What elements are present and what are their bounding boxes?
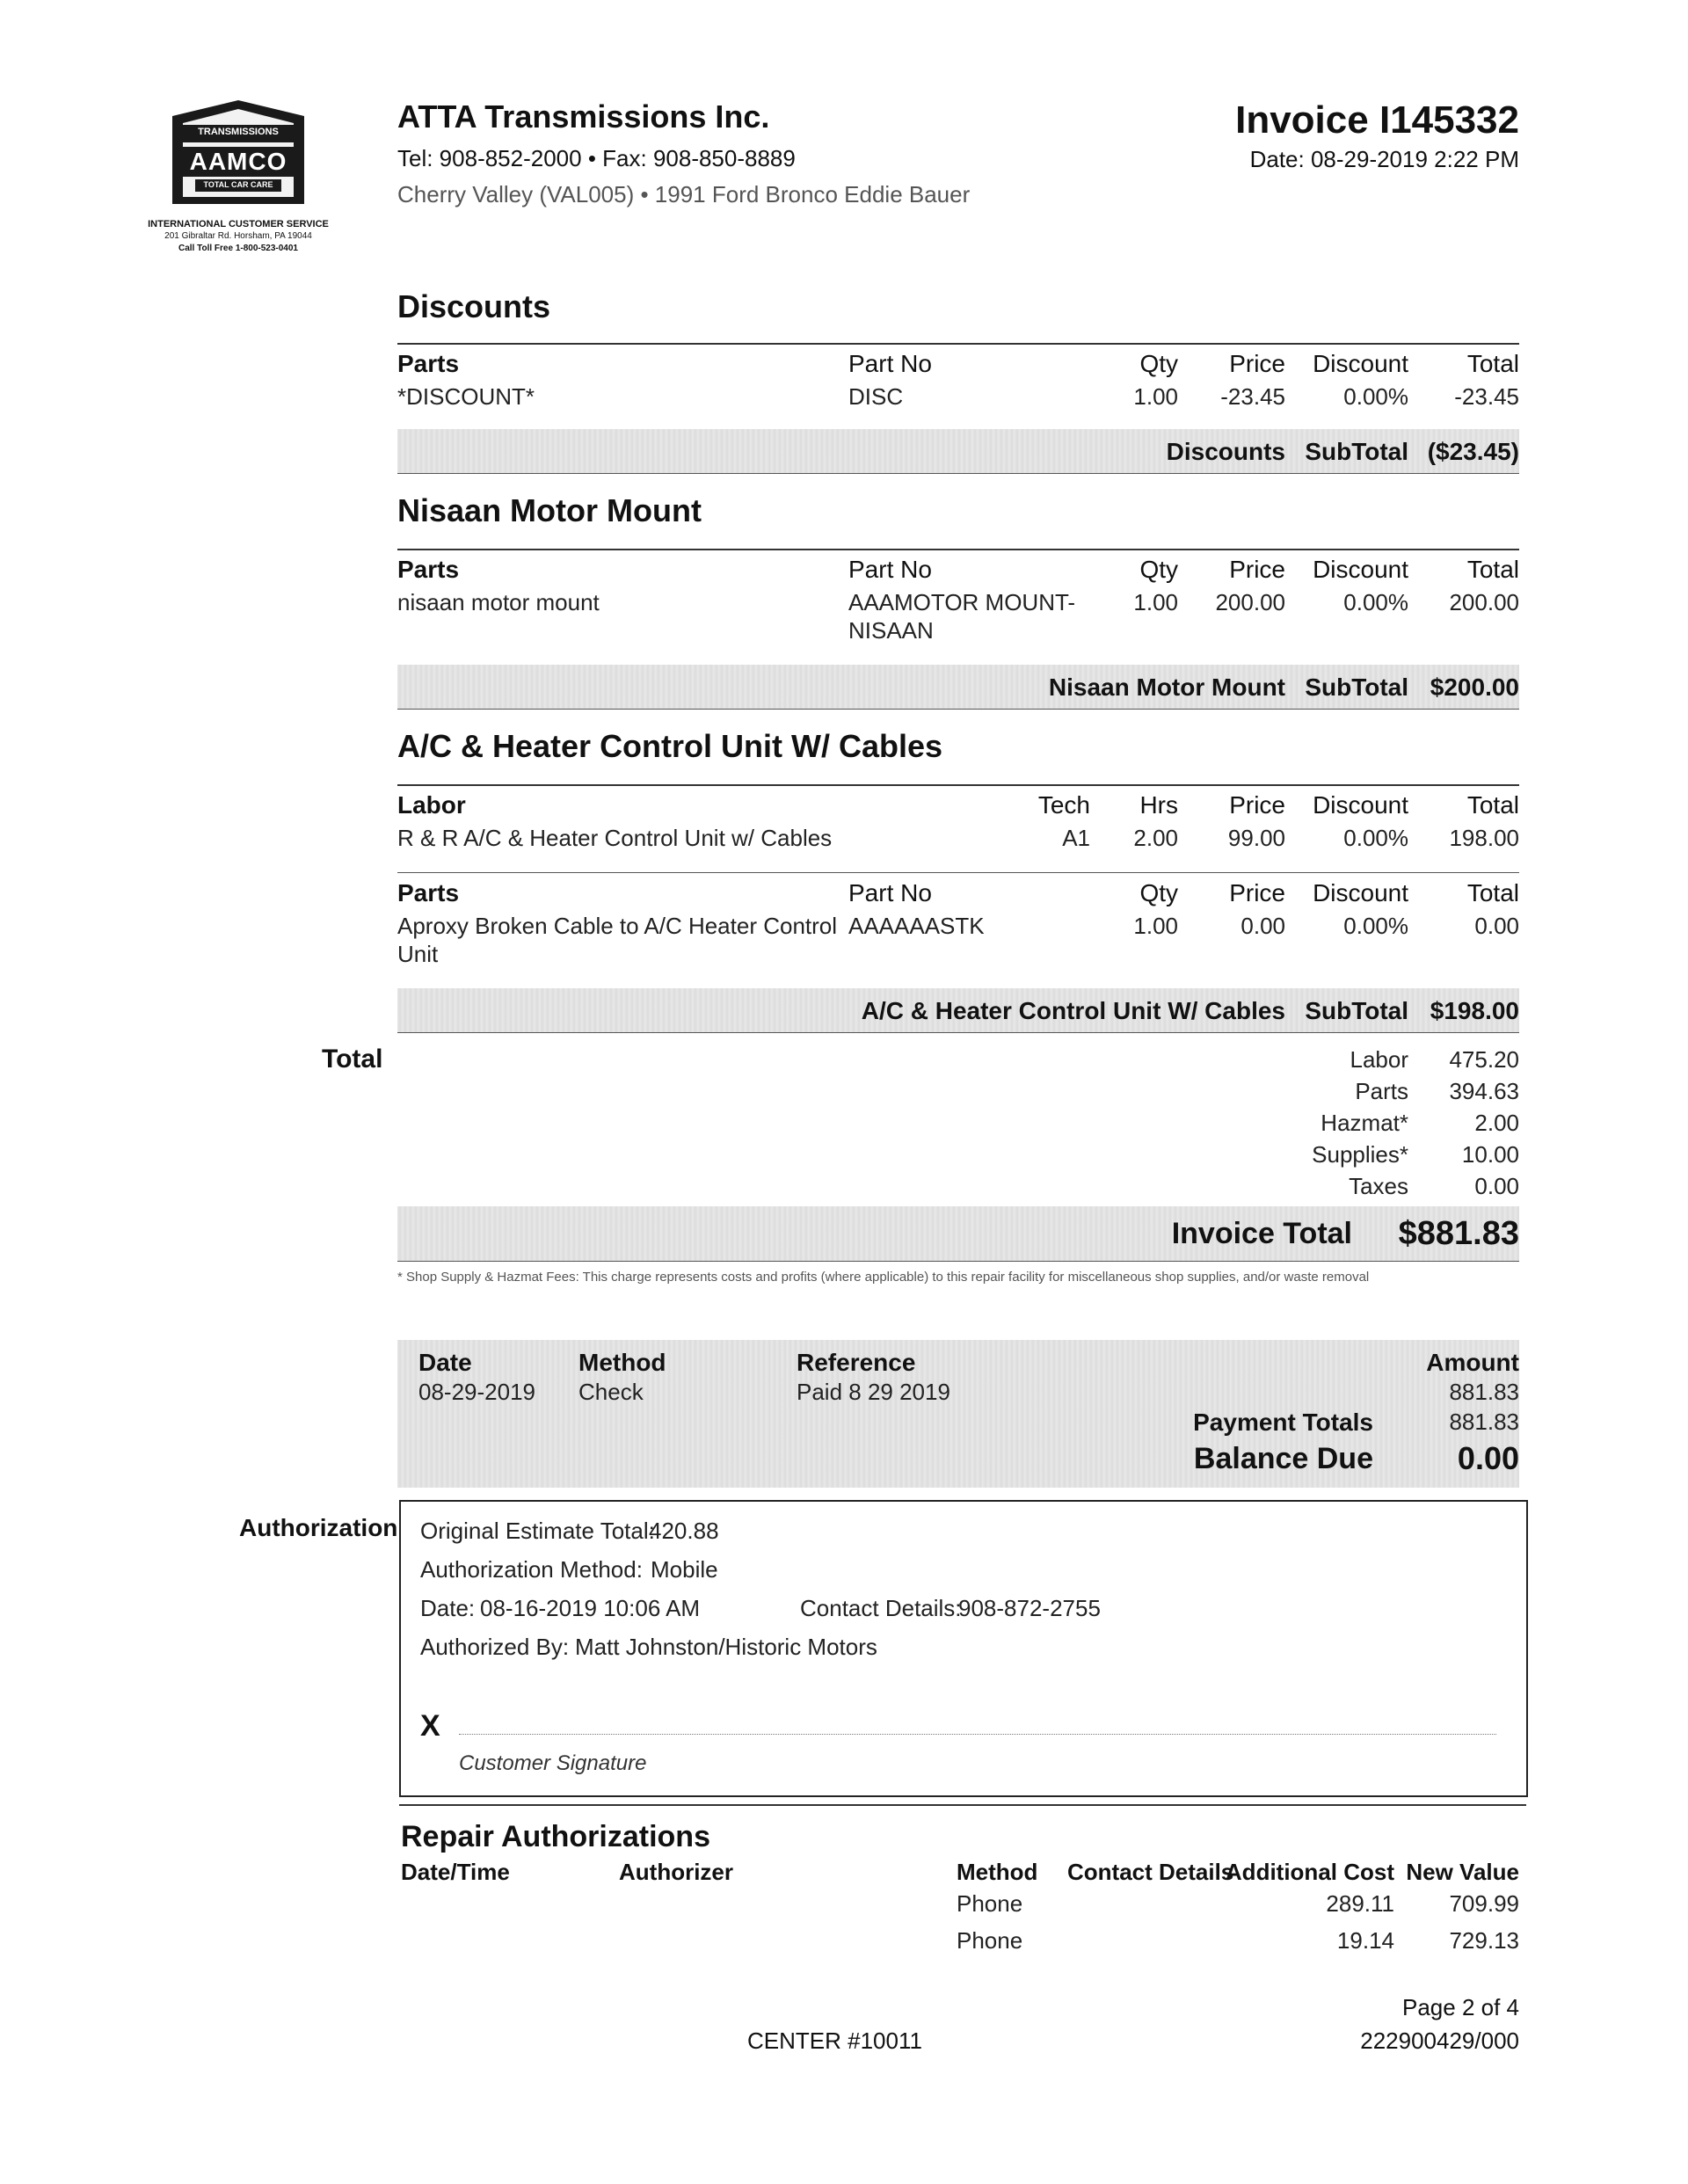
vehicle-info: Cherry Valley (VAL005) • 1991 Ford Bronco Eddie Bauer [397, 181, 971, 207]
part-number: DISC [848, 383, 904, 410]
repair-row-cost: 19.14 [1336, 1927, 1394, 1954]
col-header-total: Total [1466, 879, 1519, 906]
payment-date: 08-29-2019 [418, 1379, 535, 1405]
divider [397, 709, 1519, 710]
part-qty: 1.00 [1133, 589, 1178, 615]
logo-line2: AAMCO [189, 148, 287, 175]
col-header-discount: Discount [1313, 350, 1408, 377]
invoice-total-value: $881.83 [1398, 1215, 1519, 1252]
col-header-total: Total [1466, 350, 1519, 377]
col-header-qty: Qty [1139, 350, 1178, 377]
col-header-price: Price [1229, 556, 1285, 583]
divider [397, 1032, 1519, 1033]
divider [397, 872, 1519, 873]
section-title-discounts: Discounts [397, 288, 551, 324]
subtotal-name: Nisaan Motor Mount [1048, 673, 1285, 701]
total-supplies-label: Supplies* [1312, 1141, 1408, 1168]
part-number: AAAAAASTK [848, 913, 985, 939]
footer-center-number: CENTER #10011 [747, 2027, 922, 2054]
logo-line1: TRANSMISSIONS [198, 127, 279, 137]
divider [397, 473, 1519, 474]
estimate-total-value: 420.88 [649, 1518, 719, 1544]
logo-phone: Call Toll Free 1-800-523-0401 [178, 244, 298, 253]
labor-tech: A1 [1062, 825, 1090, 851]
contact-details-value: 908-872-2755 [958, 1595, 1101, 1621]
repair-row-method: Phone [957, 1890, 1023, 1917]
col-header-total: Total [1466, 556, 1519, 583]
subtotal-value: $200.00 [1430, 673, 1519, 701]
totals-section-label: Total [322, 1045, 383, 1074]
col-header-total: Total [1466, 791, 1519, 819]
part-discount: 0.00% [1343, 913, 1408, 939]
subtotal-label: SubTotal [1305, 673, 1408, 701]
total-labor-value: 475.20 [1449, 1046, 1519, 1073]
payment-col-reference: Reference [797, 1349, 916, 1376]
repair-col-authorizer: Authorizer [619, 1859, 733, 1885]
payment-method: Check [578, 1379, 644, 1405]
subtotal-name: A/C & Heater Control Unit W/ Cables [861, 997, 1285, 1024]
payment-col-amount: Amount [1426, 1349, 1519, 1376]
part-description: *DISCOUNT* [397, 383, 535, 410]
company-name: ATTA Transmissions Inc. [397, 98, 770, 135]
repair-row-method: Phone [957, 1927, 1023, 1954]
total-hazmat-label: Hazmat* [1321, 1110, 1408, 1136]
divider [397, 1261, 1519, 1262]
total-labor-label: Labor [1350, 1046, 1408, 1073]
part-total: -23.45 [1454, 383, 1519, 410]
total-supplies-value: 10.00 [1461, 1141, 1519, 1168]
labor-price: 99.00 [1227, 825, 1285, 851]
part-number-line2: NISAAN [848, 617, 934, 644]
col-header-discount: Discount [1313, 556, 1408, 583]
logo-address: 201 Gibraltar Rd. Horsham, PA 19044 [164, 231, 312, 241]
footer-document-id: 222900429/000 [1360, 2027, 1519, 2054]
col-header-price: Price [1229, 791, 1285, 819]
col-header-tech: Tech [1037, 791, 1090, 819]
labor-discount: 0.00% [1343, 825, 1408, 851]
authorization-date-value: 08-16-2019 10:06 AM [480, 1595, 701, 1621]
subtotal-label: SubTotal [1305, 438, 1408, 465]
col-header-qty: Qty [1139, 556, 1178, 583]
company-contact: Tel: 908-852-2000 • Fax: 908-850-8889 [397, 145, 796, 171]
divider [397, 784, 1519, 786]
col-header-part-no: Part No [848, 879, 932, 906]
total-parts-value: 394.63 [1449, 1078, 1519, 1104]
part-price: 200.00 [1215, 589, 1285, 615]
part-qty: 1.00 [1133, 383, 1178, 410]
col-header-hrs: Hrs [1139, 791, 1178, 819]
invoice-total-label: Invoice Total [1171, 1217, 1352, 1250]
repair-col-datetime: Date/Time [401, 1859, 510, 1885]
section-title-ac-heater: A/C & Heater Control Unit W/ Cables [397, 728, 943, 764]
repair-col-additional-cost: Additional Cost [1225, 1859, 1394, 1885]
logo-tagline: INTERNATIONAL CUSTOMER SERVICE [148, 219, 329, 229]
section-title-motor-mount: Nisaan Motor Mount [397, 492, 702, 528]
authorized-by-value: Matt Johnston/Historic Motors [575, 1634, 877, 1660]
part-price: -23.45 [1220, 383, 1285, 410]
subtotal-value: ($23.45) [1427, 438, 1519, 465]
part-discount: 0.00% [1343, 589, 1408, 615]
subtotal-label: SubTotal [1305, 997, 1408, 1024]
authorization-date-label: Date: [420, 1595, 476, 1621]
payment-col-date: Date [418, 1349, 472, 1376]
part-total: 0.00 [1474, 913, 1519, 939]
repair-col-new-value: New Value [1406, 1859, 1519, 1885]
payment-totals-value: 881.83 [1449, 1409, 1519, 1435]
total-hazmat-value: 2.00 [1474, 1110, 1519, 1136]
subtotal-value: $198.00 [1430, 997, 1519, 1024]
part-discount: 0.00% [1343, 383, 1408, 410]
authorization-method-label: Authorization Method: [420, 1556, 643, 1583]
logo-line3: TOTAL CAR CARE [203, 180, 273, 189]
divider [397, 343, 1519, 345]
repair-row-new-value: 709.99 [1449, 1890, 1519, 1917]
payment-amount: 881.83 [1449, 1379, 1519, 1405]
part-description: Aproxy Broken Cable to A/C Heater Control [397, 913, 838, 939]
part-description: nisaan motor mount [397, 589, 600, 615]
col-header-discount: Discount [1313, 879, 1408, 906]
estimate-total-label: Original Estimate Total: [420, 1518, 655, 1544]
col-header-discount: Discount [1313, 791, 1408, 819]
payment-col-method: Method [578, 1349, 666, 1376]
authorization-section-label: Authorization [239, 1514, 398, 1541]
authorized-by-label: Authorized By: [420, 1634, 570, 1660]
part-number: AAAMOTOR MOUNT- [848, 589, 1076, 615]
footer-page-number: Page 2 of 4 [1402, 1994, 1519, 2020]
repair-col-method: Method [957, 1859, 1038, 1885]
col-header-part-no: Part No [848, 556, 932, 583]
subtotal-name: Discounts [1166, 438, 1285, 465]
total-taxes-label: Taxes [1349, 1173, 1408, 1199]
repair-authorizations-title: Repair Authorizations [401, 1820, 710, 1853]
part-description-line2: Unit [397, 941, 439, 967]
part-qty: 1.00 [1133, 913, 1178, 939]
col-header-labor: Labor [397, 791, 466, 819]
labor-description: R & R A/C & Heater Control Unit w/ Cables [397, 825, 833, 851]
total-parts-label: Parts [1355, 1078, 1408, 1104]
divider [399, 1804, 1526, 1806]
payment-reference: Paid 8 29 2019 [797, 1379, 950, 1405]
balance-due-label: Balance Due [1193, 1442, 1373, 1475]
col-header-parts: Parts [397, 350, 460, 377]
labor-hrs: 2.00 [1133, 825, 1178, 851]
balance-due-value: 0.00 [1457, 1440, 1519, 1476]
col-header-part-no: Part No [848, 350, 932, 377]
fees-footnote: * Shop Supply & Hazmat Fees: This charge represents costs and profits (where applicable) to this repair facility for miscellaneous shop supplies, and/or waste removal [397, 1270, 1370, 1285]
signature-x-mark: X [420, 1709, 440, 1743]
part-price: 0.00 [1241, 913, 1285, 939]
col-header-qty: Qty [1139, 879, 1178, 906]
contact-details-label: Contact Details: [800, 1595, 962, 1621]
col-header-price: Price [1229, 350, 1285, 377]
divider [397, 549, 1519, 550]
total-taxes-value: 0.00 [1474, 1173, 1519, 1199]
repair-col-contact: Contact Details [1067, 1859, 1234, 1885]
part-total: 200.00 [1449, 589, 1519, 615]
repair-row-new-value: 729.13 [1449, 1927, 1519, 1954]
repair-row-cost: 289.11 [1326, 1890, 1394, 1917]
labor-total: 198.00 [1449, 825, 1519, 851]
authorization-method-value: Mobile [651, 1556, 718, 1583]
col-header-parts: Parts [397, 556, 460, 583]
signature-line[interactable] [459, 1734, 1496, 1735]
col-header-price: Price [1229, 879, 1285, 906]
invoice-date: Date: 08-29-2019 2:22 PM [1249, 146, 1519, 172]
invoice-number: Invoice I145332 [1235, 98, 1519, 142]
col-header-parts: Parts [397, 879, 460, 906]
signature-caption: Customer Signature [459, 1751, 647, 1775]
payment-totals-label: Payment Totals [1193, 1409, 1373, 1436]
